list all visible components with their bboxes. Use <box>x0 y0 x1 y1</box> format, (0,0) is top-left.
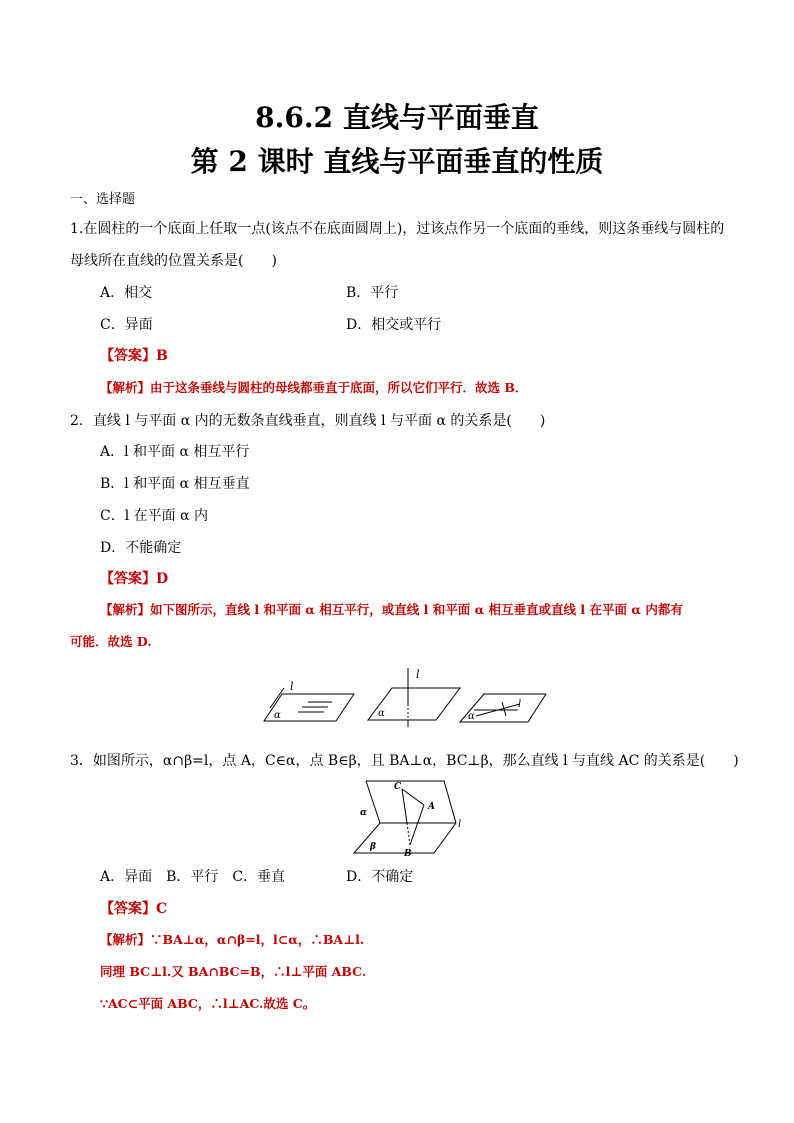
title-line-1: 8.6.2 直线与平面垂直 <box>255 101 539 134</box>
q1-stem-line-1: 1.在圆柱的一个底面上任取一点(该点不在底面圆周上)，过该点作另一个底面的垂线，则这条垂线与圆柱的 <box>70 221 725 237</box>
q1-option-a: A．相交 <box>100 285 153 301</box>
q2-option-d: D．不能确定 <box>100 540 182 556</box>
q1-option-c: C．异面 <box>100 317 153 333</box>
q3-figure <box>352 777 470 857</box>
q3-label-b: B <box>404 849 412 857</box>
q3-label-a: A <box>428 802 435 812</box>
q2-fig1-label-alpha: α <box>274 710 281 721</box>
q3-label-alpha: α <box>360 808 367 818</box>
q1-explanation: 【解析】由于这条垂线与圆柱的母线都垂直于底面，所以它们平行．故选 B． <box>100 380 528 395</box>
q3-answer: 【答案】C <box>100 901 168 917</box>
q2-fig3-label-alpha: α <box>468 711 475 722</box>
q2-explanation-line-2: 可能．故选 D. <box>70 634 152 649</box>
title-line-2: 第 2 课时 直线与平面垂直的性质 <box>190 145 604 178</box>
q3-label-c: C <box>394 782 402 792</box>
q2-fig3-label-l: l <box>518 699 522 710</box>
q3-stem: 3．如图所示，α∩β=l，点 A，C∈α，点 B∈β，且 BA⊥α，BC⊥β，那么直线 l 与直线 AC 的关系是( ) <box>70 753 739 769</box>
q3-explanation-line-2: 同理 BC⊥l.又 BA∩BC=B，∴l⊥平面 ABC. <box>100 964 367 979</box>
q2-explanation-line-1: 【解析】如下图所示，直线 l 和平面 α 相互平行，或直线 l 和平面 α 相互垂直或直线 l 在平面 α 内都有 <box>100 602 683 617</box>
q3-option-d: D．不确定 <box>346 869 414 885</box>
q3-label-l: l <box>458 819 462 830</box>
q3-options-abc: A．异面 B．平行 C．垂直 <box>100 869 286 885</box>
q2-option-a: A．l 和平面 α 相互平行 <box>100 444 250 460</box>
q2-fig1-label-l: l <box>290 680 294 693</box>
q2-figure-parallel <box>264 680 354 721</box>
q2-figure <box>262 666 552 728</box>
q2-fig2-label-alpha: α <box>378 708 385 719</box>
q2-option-c: C．l 在平面 α 内 <box>100 508 208 524</box>
q1-stem-line-2: 母线所在直线的位置关系是( ) <box>70 253 277 269</box>
q1-option-b: B．平行 <box>346 285 399 301</box>
q2-stem: 2．直线 l 与平面 α 内的无数条直线垂直，则直线 l 与平面 α 的关系是( ) <box>70 413 546 429</box>
q2-figure-perpendicular <box>368 668 460 727</box>
q2-fig2-label-l: l <box>416 668 420 681</box>
q3-explanation-line-3: ∵AC⊂平面 ABC，∴l⊥AC.故选 C。 <box>100 996 316 1011</box>
q2-answer: 【答案】D <box>100 571 169 587</box>
q1-answer: 【答案】B <box>100 348 168 364</box>
q3-explanation-line-1: 【解析】∵BA⊥α，α∩β=l，l⊂α，∴BA⊥l. <box>100 932 365 947</box>
section-heading: 一、选择题 <box>70 192 136 207</box>
q3-label-beta: β <box>370 842 376 852</box>
q2-figure-in-plane <box>460 694 546 722</box>
q2-option-b: B．l 和平面 α 相互垂直 <box>100 476 250 492</box>
q1-option-d: D．相交或平行 <box>346 317 442 333</box>
